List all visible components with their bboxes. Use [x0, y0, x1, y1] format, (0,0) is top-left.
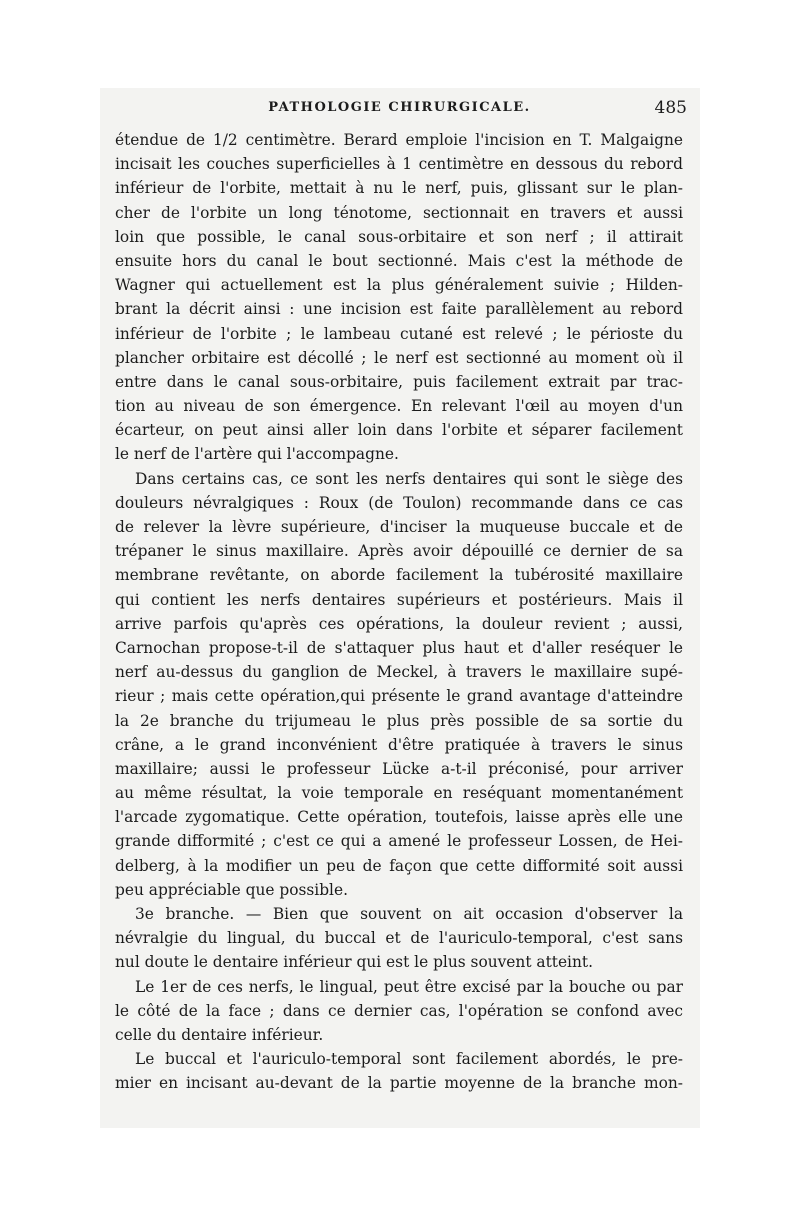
text-line: de relever la lèvre supérieure, d'inciser la muqueuse buccale et de: [115, 518, 683, 536]
text-line: brant la décrit ainsi : une incision est faite parallèlement au rebord: [115, 300, 683, 319]
text-line: au même résultat, la voie temporale en reséquant momentanément: [115, 784, 683, 803]
text-line: crâne, a le grand inconvénient d'être pratiquée à travers le sinus: [115, 735, 683, 754]
text-line: 3e branche. — Bien que souvent on ait occasion d'observer la: [135, 905, 683, 923]
text-line: ensuite hors du canal le bout sectionné. Mais c'est la méthode de: [115, 251, 683, 270]
text-line: le nerf de l'artère qui l'accompagne.: [115, 445, 399, 464]
page-number: 485: [654, 98, 687, 118]
text-line: nul doute le dentaire inférieur qui est le plus souvent atteint.: [115, 953, 593, 972]
text-body: [115, 128, 683, 1096]
text-line: entre dans le canal sous-orbitaire, puis facilement extrait par trac-: [115, 372, 683, 391]
text-line: Le 1er de ces nerfs, le lingual, peut être excisé par la bouche ou par: [135, 977, 683, 996]
text-line: plancher orbitaire est décollé ; le nerf est sectionné au moment où il: [115, 348, 683, 367]
text-line: maxillaire; aussi le professeur Lücke a-t-il préconisé, pour arriver: [115, 759, 683, 778]
text-line: nerf au-dessus du ganglion de Meckel, à travers le maxillaire supé-: [115, 663, 683, 682]
running-head: [112, 98, 687, 122]
text-line: étendue de 1/2 centimètre. Berard emploie l'incision en T. Malgaigne: [115, 131, 683, 149]
text-line: douleurs névralgiques : Roux (de Toulon) recommande dans ce cas: [115, 493, 683, 512]
text-line: rieur ; mais cette opération,qui présente le grand avantage d'atteindre: [115, 687, 683, 706]
text-line: Carnochan propose-t-il de s'attaquer plus haut et d'aller reséquer le: [115, 638, 683, 657]
text-line: incisait les couches superficielles à 1 centimètre en dessous du rebord: [115, 155, 683, 174]
text-line: tion au niveau de son émergence. En relevant l'œil au moyen d'un: [115, 397, 683, 416]
text-line: peu appréciable que possible.: [115, 880, 348, 899]
text-line: membrane revêtante, on aborde facilement la tubérosité maxillaire: [115, 566, 683, 585]
text-line: trépaner le sinus maxillaire. Après avoir dépouillé ce dernier de sa: [115, 542, 683, 561]
text-line: Wagner qui actuellement est la plus généralement suivie ; Hilden-: [115, 276, 683, 295]
running-title: PATHOLOGIE CHIRURGICALE.: [268, 100, 531, 115]
text-line: mier en incisant au-devant de la partie moyenne de la branche mon-: [115, 1074, 683, 1093]
text-line: Dans certains cas, ce sont les nerfs dentaires qui sont le siège des: [135, 469, 683, 488]
text-line: le côté de la face ; dans ce dernier cas, l'opération se confond avec: [115, 1001, 683, 1020]
text-line: grande difformité ; c'est ce qui a amené le professeur Lossen, de Hei-: [115, 832, 683, 851]
text-line: delberg, à la modifier un peu de façon que cette difformité soit aussi: [115, 856, 683, 875]
text-line: inférieur de l'orbite, mettait à nu le nerf, puis, glissant sur le plan-: [115, 179, 683, 198]
text-line: écarteur, on peut ainsi aller loin dans l'orbite et séparer facilement: [115, 421, 683, 440]
text-line: la 2e branche du trijumeau le plus près possible de sa sortie du: [115, 711, 683, 730]
text-line: celle du dentaire inférieur.: [115, 1025, 324, 1044]
text-line: inférieur de l'orbite ; le lambeau cutané est relevé ; le périoste du: [115, 324, 683, 343]
text-line: Le buccal et l'auriculo-temporal sont facilement abordés, le pre-: [135, 1050, 683, 1069]
text-line: névralgie du lingual, du buccal et de l'auriculo-temporal, c'est sans: [115, 929, 683, 948]
text-line: qui contient les nerfs dentaires supérieurs et postérieurs. Mais il: [115, 590, 683, 609]
text-line: arrive parfois qu'après ces opérations, la douleur revient ; aussi,: [115, 614, 683, 633]
text-line: cher de l'orbite un long ténotome, sectionnait en travers et aussi: [115, 203, 683, 222]
text-line: l'arcade zygomatique. Cette opération, toutefois, laisse après elle une: [115, 808, 683, 827]
text-line: loin que possible, le canal sous-orbitaire et son nerf ; il attirait: [115, 227, 683, 246]
